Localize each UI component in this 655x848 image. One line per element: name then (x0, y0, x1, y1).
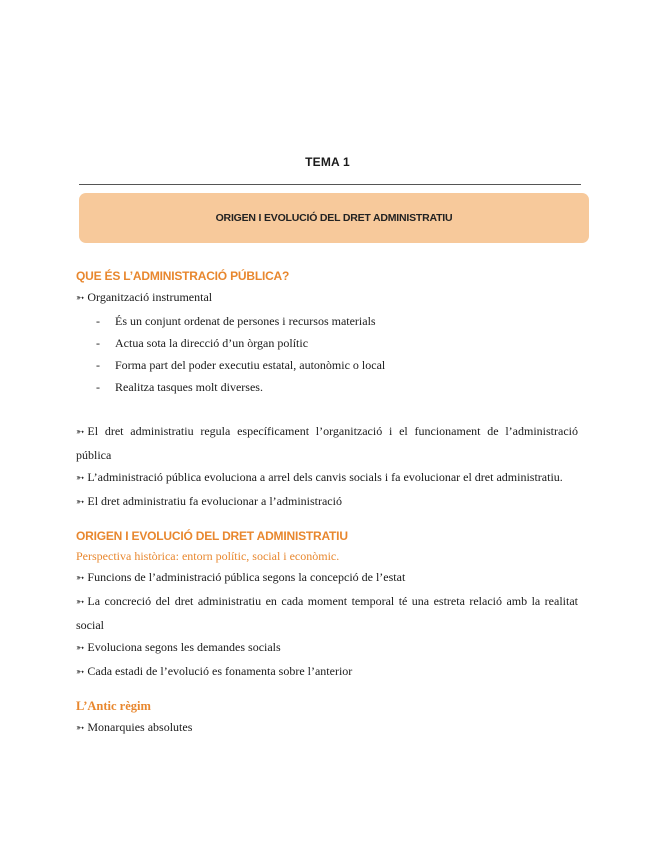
arrow-bullet-icon: ➳ (76, 643, 85, 654)
sub-list-item: - Forma part del poder executiu estatal, autonòmic o local (96, 358, 386, 372)
document-body (76, 266, 578, 740)
arrow-bullet-icon: ➳ (76, 597, 85, 608)
section-heading-origen: ORIGEN I EVOLUCIÓ DEL DRET ADMINISTRATIU (76, 529, 348, 543)
section-heading-administracio: QUE ÉS L’ADMINISTRACIÓ PÚBLICA? (76, 269, 290, 283)
sub-list-item: - Realitza tasques molt diverses. (96, 380, 263, 394)
arrow-bullet-icon: ➳ (76, 473, 85, 484)
topic-banner: ORIGEN I EVOLUCIÓ DEL DRET ADMINISTRATIU (79, 193, 589, 243)
arrow-bullet-icon: ➳ (76, 667, 85, 678)
paragraph: ➳ L’administració pública evoluciona a arrel dels canvis socials i fa evolucionar el dret administratiu. (76, 470, 563, 484)
title-divider (79, 184, 581, 185)
section-subtitle: Perspectiva històrica: entorn polític, social i econòmic. (76, 549, 340, 563)
page-title: TEMA 1 (305, 155, 350, 169)
arrow-bullet-icon: ➳ (76, 427, 85, 438)
list-item: ➳ Cada estadi de l’evolució es fonamenta sobre l’anterior (76, 664, 353, 678)
arrow-bullet-icon: ➳ (76, 723, 85, 734)
list-item: ➳ Funcions de l’administració pública segons la concepció de l’estat (76, 570, 406, 584)
sub-list-item: - Actua sota la direcció d’un òrgan polític (96, 336, 309, 350)
paragraph: ➳ El dret administratiu regula específicament l’organització i el funcionament de l’administració pública (76, 424, 578, 462)
list-item: ➳ Monarquies absolutes (76, 720, 193, 734)
sub-list-item: - És un conjunt ordenat de persones i recursos materials (96, 314, 376, 328)
arrow-bullet-icon: ➳ (76, 293, 85, 304)
list-item: ➳ Evoluciona segons les demandes socials (76, 640, 281, 654)
arrow-bullet-icon: ➳ (76, 573, 85, 584)
arrow-bullet-icon: ➳ (76, 497, 85, 508)
list-item: ➳ La concreció del dret administratiu en cada moment temporal té una estreta relació amb la realitat social (76, 594, 578, 632)
paragraph: ➳ El dret administratiu fa evolucionar a l’administració (76, 494, 342, 508)
list-item: ➳ Organització instrumental (76, 290, 213, 304)
section-heading-antic-regim: L’Antic règim (76, 699, 151, 713)
